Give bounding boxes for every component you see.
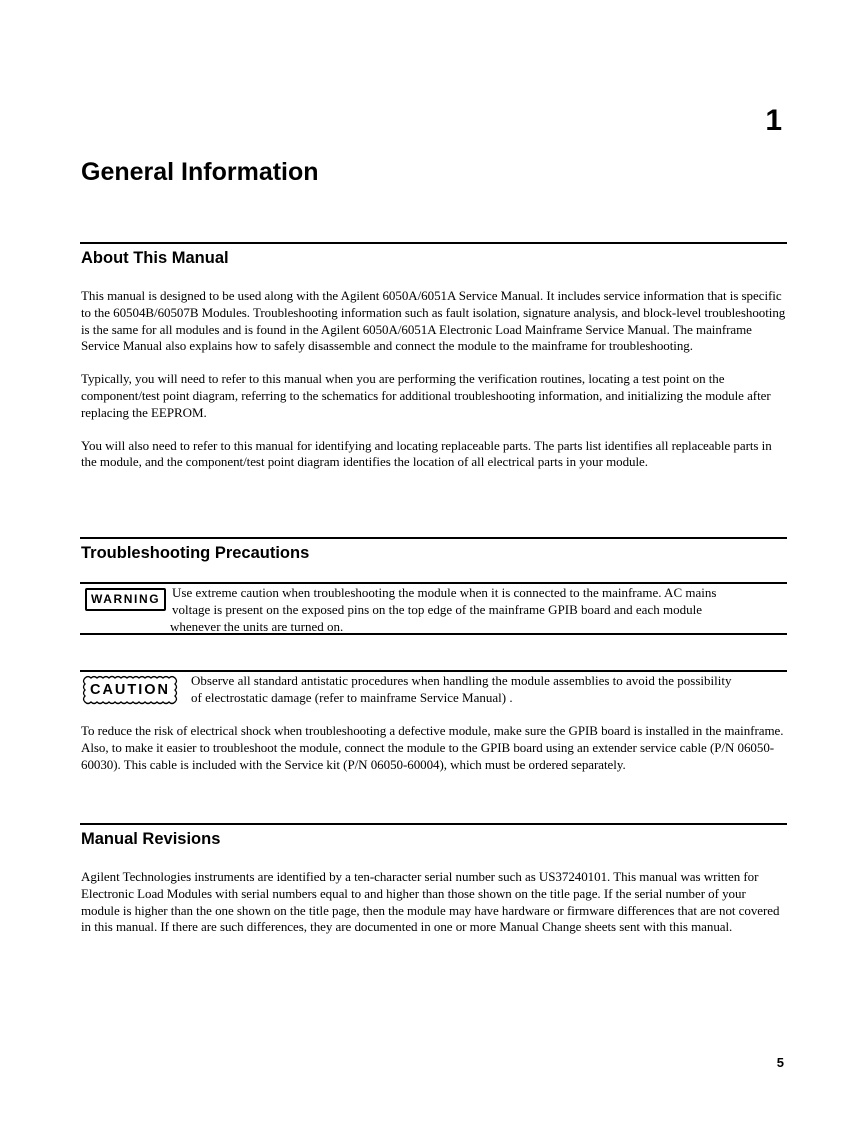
warning-line-2: voltage is present on the exposed pins on the top edge of the mainframe GPIB board and each module: [172, 602, 702, 617]
caution-badge: [82, 675, 178, 705]
about-paragraph-1: This manual is designed to be used along with the Agilent 6050A/6051A Service Manual. It includes service information that is specific to the 60504B/60507B Modules. Troubleshooting information such as fault isolation, signature analysis, and block-level troubleshooting is the same for all modules and is found in the Agilent 6050A/6051A Electronic Load Mainframe Service Manual. The mainframe Service Manual also explains how to safely disassemble and connect the module to the mainframe for troubleshooting.: [81, 288, 786, 354]
chapter-title: General Information: [81, 158, 319, 186]
caution-line-2: of electrostatic damage (refer to mainframe Service Manual) .: [191, 690, 513, 705]
precautions-section: [80, 537, 787, 564]
revisions-paragraph: Agilent Technologies instruments are identified by a ten-character serial number such as US37240101. This manual was written for Electronic Load Modules with serial numbers equal to and higher than those shown on the title page. If the serial number of your module is higher than the one shown on the title page, then the module may have hardware or firmware differences that are not covered in this manual. If there are such differences, they are documented in one or more Manual Change sheets sent with this manual.: [81, 869, 780, 935]
section-heading-precautions: Troubleshooting Precautions: [81, 544, 310, 562]
chapter-number: 1: [765, 104, 782, 137]
about-paragraph-3: You will also need to refer to this manual for identifying and locating replaceable parts. The parts list identifies all replaceable parts in the module, and the component/test point diagram identifies the location of all electrical parts in your module.: [81, 437, 772, 470]
page-number: 5: [776, 1055, 784, 1070]
caution-line-1: Observe all standard antistatic procedures when handling the module assemblies to avoid the possibility: [191, 673, 732, 688]
revisions-section: [80, 823, 787, 936]
caution-badge-label: CAUTION: [89, 682, 171, 698]
warning-badge: WARNING: [85, 588, 166, 611]
section-heading-revisions: Manual Revisions: [81, 830, 221, 848]
about-paragraph-2: Typically, you will need to refer to this manual when you are performing the verification routines, locating a test point on the component/test point diagram, referring to the schematics for additional troubleshooting information, and initializing the module after replacing the EEPROM.: [81, 371, 771, 420]
warning-notice: [80, 582, 787, 635]
warning-line-3: whenever the units are turned on.: [170, 619, 344, 634]
section-heading-about: About This Manual: [81, 249, 229, 267]
warning-line-1: Use extreme caution when troubleshooting the module when it is connected to the mainframe. AC mains: [172, 585, 717, 600]
about-section: [80, 242, 787, 471]
precautions-paragraph: To reduce the risk of electrical shock when troubleshooting a defective module, make sure the GPIB board is installed in the mainframe. Also, to make it easier to troubleshoot the module, connect the module to the GPIB board using an extender service cable (P/N 06050-60030). This cable is included with the Service kit (P/N 06050-60004), which must be ordered separately.: [81, 723, 784, 772]
precautions-body: [80, 723, 787, 773]
caution-notice: [80, 670, 787, 708]
